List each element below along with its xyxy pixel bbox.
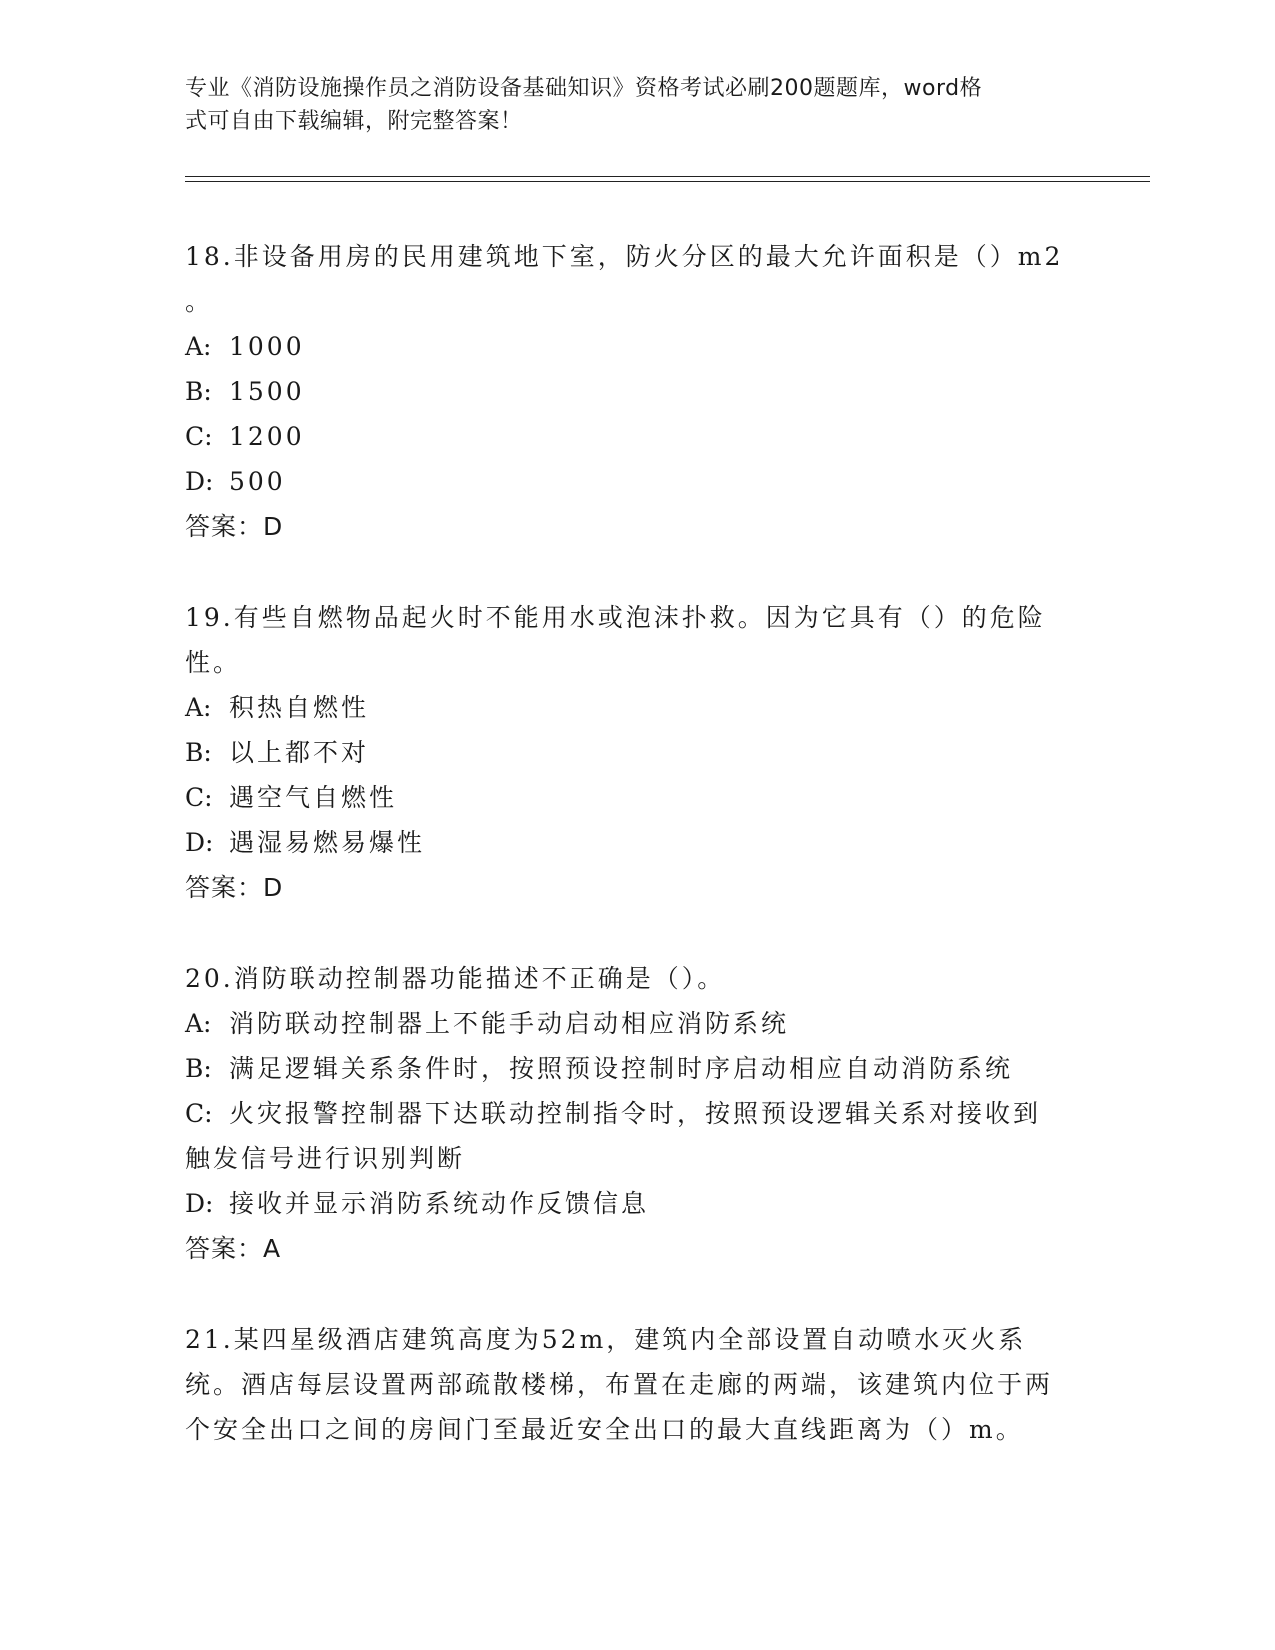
option-b (185, 369, 1065, 414)
option-key: A: (185, 693, 212, 722)
option-b (185, 1046, 1065, 1091)
option-text: 遇湿易燃易爆性 (229, 828, 426, 857)
question-stem: 20.消防联动控制器功能描述不正确是（）。 (185, 964, 726, 993)
option-c (185, 775, 1065, 820)
header-divider-bottom (185, 181, 1150, 182)
option-text: 火灾报警控制器下达联动控制指令时，按照预设逻辑关系对接收到触发信号进行识别判断 (185, 1099, 1042, 1173)
option-key: B: (185, 377, 212, 406)
option-key: C: (185, 1099, 213, 1128)
question-21 (185, 1317, 1065, 1452)
option-key: B: (185, 1054, 212, 1083)
option-text: 接收并显示消防系统动作反馈信息 (229, 1189, 650, 1218)
answer-line: 答案：D (185, 873, 284, 902)
option-c (185, 414, 1065, 459)
question-stem: 18.非设备用房的民用建筑地下室，防火分区的最大允许面积是（）m2 。 (185, 242, 1064, 316)
option-a (185, 1001, 1065, 1046)
option-text: 以上都不对 (229, 738, 370, 767)
option-text: 消防联动控制器上不能手动启动相应消防系统 (229, 1009, 790, 1038)
question-19 (185, 595, 1065, 910)
option-key: D: (185, 828, 214, 857)
answer-line: 答案：A (185, 1234, 282, 1263)
option-d (185, 1181, 1065, 1226)
option-c (185, 1091, 1065, 1181)
option-text: 1200 (229, 422, 305, 451)
option-key: C: (185, 422, 213, 451)
option-text: 1000 (229, 332, 305, 361)
option-text: 满足逻辑关系条件时，按照预设控制时序启动相应自动消防系统 (229, 1054, 1014, 1083)
option-key: D: (185, 467, 214, 496)
question-stem: 21.某四星级酒店建筑高度为52m，建筑内全部设置自动喷水灭火系统。酒店每层设置两部疏散楼梯，布置在走廊的两端，该建筑内位于两个安全出口之间的房间门至最近安全出口的最大直线距离为（）m。 (185, 1325, 1054, 1444)
option-text: 1500 (229, 377, 305, 406)
option-key: A: (185, 332, 212, 361)
header-line-1: 专业《消防设施操作员之消防设备基础知识》资格考试必刷200题题库，word格 (185, 76, 983, 101)
option-text: 500 (229, 467, 286, 496)
question-list (185, 234, 1065, 1498)
option-text: 积热自燃性 (229, 693, 370, 722)
question-18 (185, 234, 1065, 549)
option-text: 遇空气自燃性 (229, 783, 398, 812)
answer-line: 答案：D (185, 512, 284, 541)
option-a (185, 324, 1065, 369)
header-divider-top (185, 176, 1150, 177)
option-d (185, 820, 1065, 865)
option-a (185, 685, 1065, 730)
option-key: A: (185, 1009, 212, 1038)
option-key: C: (185, 783, 213, 812)
question-20 (185, 956, 1065, 1271)
question-stem: 19.有些自燃物品起火时不能用水或泡沫扑救。因为它具有（）的危险性。 (185, 603, 1046, 677)
option-b (185, 730, 1065, 775)
document-header (185, 72, 1065, 138)
option-d (185, 459, 1065, 504)
option-key: D: (185, 1189, 214, 1218)
header-line-2: 式可自由下载编辑，附完整答案！ (185, 109, 523, 134)
option-key: B: (185, 738, 212, 767)
